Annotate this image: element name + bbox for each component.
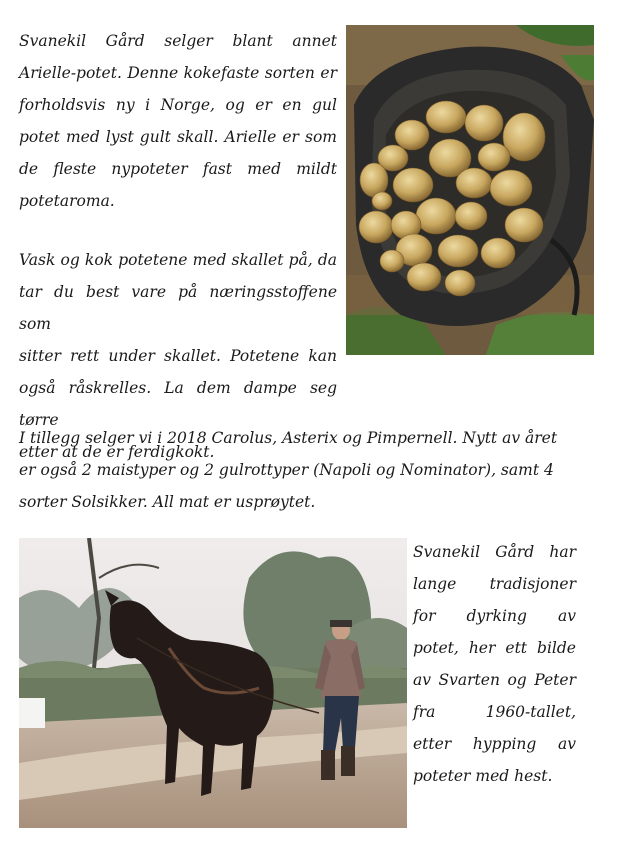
varieties-paragraph: [19, 422, 579, 518]
text-line: for dyrking av: [413, 607, 576, 625]
text-line: Svanekil Gård har: [413, 543, 576, 561]
text-line: sorter Solsikker. All mat er usprøytet.: [19, 493, 316, 511]
text-line: også råskrelles. La dem dampe seg tørre: [19, 379, 337, 429]
text-line: sitter rett under skallet. Potetene kan: [19, 347, 337, 365]
horse-and-man-photo: [19, 538, 407, 828]
potato-bucket-image: [346, 25, 594, 355]
text-line: Svanekil Gård selger blant annet: [19, 32, 337, 50]
text-line: er også 2 maistyper og 2 gulrottyper (Napoli og Nominator), samt 4: [19, 461, 554, 479]
potato-bucket-photo: [346, 25, 594, 355]
text-line: potetaroma.: [19, 192, 115, 210]
text-line: av Svarten og Peter: [413, 671, 576, 689]
intro-paragraph: [19, 25, 337, 217]
text-line: Vask og kok potetene med skallet på, da: [19, 251, 337, 269]
text-line: lange tradisjoner: [413, 575, 576, 593]
text-line: Arielle-potet. Denne kokefaste sorten er: [19, 64, 337, 82]
horse-vintage-image: [19, 538, 407, 828]
text-line: etter hypping av: [413, 735, 576, 753]
text-line: I tillegg selger vi i 2018 Carolus, Asterix og Pimpernell. Nytt av året: [19, 429, 558, 447]
text-line: forholdsvis ny i Norge, og er en gul: [19, 96, 337, 114]
history-paragraph: [413, 536, 576, 792]
text-line: de fleste nypoteter fast med mildt: [19, 160, 337, 178]
text-line: potet, her ett bilde: [413, 639, 576, 657]
text-line: etter at de er ferdigkokt.: [19, 443, 215, 461]
text-line: potet med lyst gult skall. Arielle er som: [19, 128, 337, 146]
text-line: fra 1960-tallet,: [413, 703, 576, 721]
text-line: tar du best vare på næringsstoffene som: [19, 283, 337, 333]
text-line: poteter med hest.: [413, 767, 553, 785]
